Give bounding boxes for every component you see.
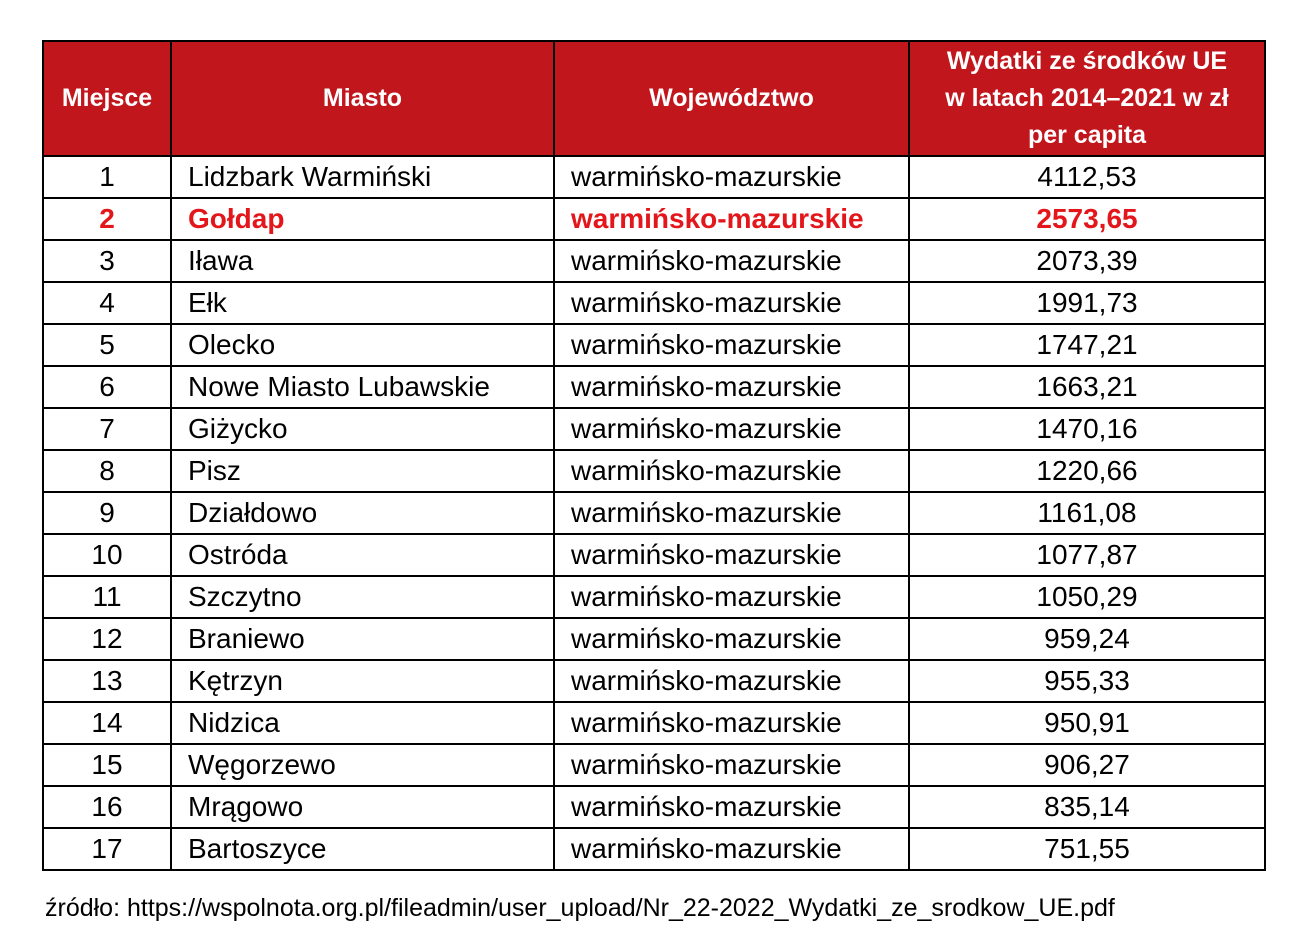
city-cell: Kętrzyn (171, 660, 554, 702)
expenditure-value-cell: 950,91 (909, 702, 1265, 744)
voivodeship-cell: warmińsko-mazurskie (554, 492, 909, 534)
table-row (43, 282, 1265, 324)
voivodeship-cell: warmińsko-mazurskie (554, 618, 909, 660)
city-cell: Gołdap (171, 198, 554, 240)
expenditure-value-cell: 835,14 (909, 786, 1265, 828)
table-header (43, 41, 1265, 156)
column-header-eu-expenditure-per-capita: Wydatki ze środków UE w latach 2014–2021 w zł per capita (909, 41, 1265, 156)
voivodeship-cell: warmińsko-mazurskie (554, 450, 909, 492)
expenditure-value-cell: 955,33 (909, 660, 1265, 702)
city-cell: Iława (171, 240, 554, 282)
table-row (43, 492, 1265, 534)
expenditure-value-cell: 4112,53 (909, 156, 1265, 198)
voivodeship-cell: warmińsko-mazurskie (554, 534, 909, 576)
city-cell: Pisz (171, 450, 554, 492)
table-row (43, 156, 1265, 198)
table-row (43, 618, 1265, 660)
expenditure-value-cell: 1747,21 (909, 324, 1265, 366)
voivodeship-cell: warmińsko-mazurskie (554, 198, 909, 240)
table-body (43, 156, 1265, 870)
header-row (43, 41, 1265, 156)
city-cell: Szczytno (171, 576, 554, 618)
rank-cell: 1 (43, 156, 171, 198)
source-note: źródło: https://wspolnota.org.pl/fileadmin/user_upload/Nr_22-2022_Wydatki_ze_srodkow_UE.pdf (45, 894, 1115, 922)
rank-cell: 6 (43, 366, 171, 408)
expenditure-value-cell: 1077,87 (909, 534, 1265, 576)
rank-cell: 9 (43, 492, 171, 534)
table-row (43, 534, 1265, 576)
city-cell: Nidzica (171, 702, 554, 744)
table-row (43, 576, 1265, 618)
voivodeship-cell: warmińsko-mazurskie (554, 240, 909, 282)
city-cell: Lidzbark Warmiński (171, 156, 554, 198)
expenditure-value-cell: 2573,65 (909, 198, 1265, 240)
rank-cell: 5 (43, 324, 171, 366)
rank-cell: 12 (43, 618, 171, 660)
table-row (43, 450, 1265, 492)
rank-cell: 17 (43, 828, 171, 870)
table-row (43, 324, 1265, 366)
column-header-city: Miasto (171, 41, 554, 156)
expenditure-value-cell: 1991,73 (909, 282, 1265, 324)
ranking-table (42, 40, 1266, 871)
table-row (43, 828, 1265, 870)
voivodeship-cell: warmińsko-mazurskie (554, 282, 909, 324)
rank-cell: 10 (43, 534, 171, 576)
table-row (43, 366, 1265, 408)
expenditure-value-cell: 959,24 (909, 618, 1265, 660)
expenditure-value-cell: 2073,39 (909, 240, 1265, 282)
city-cell: Braniewo (171, 618, 554, 660)
city-cell: Nowe Miasto Lubawskie (171, 366, 554, 408)
expenditure-value-cell: 1663,21 (909, 366, 1265, 408)
table-row (43, 660, 1265, 702)
rank-cell: 11 (43, 576, 171, 618)
table-row (43, 786, 1265, 828)
expenditure-value-cell: 1470,16 (909, 408, 1265, 450)
expenditure-value-cell: 1050,29 (909, 576, 1265, 618)
voivodeship-cell: warmińsko-mazurskie (554, 786, 909, 828)
rank-cell: 7 (43, 408, 171, 450)
rank-cell: 3 (43, 240, 171, 282)
rank-cell: 16 (43, 786, 171, 828)
column-header-voivodeship: Województwo (554, 41, 909, 156)
table-row (43, 408, 1265, 450)
city-cell: Mrągowo (171, 786, 554, 828)
column-header-rank: Miejsce (43, 41, 171, 156)
voivodeship-cell: warmińsko-mazurskie (554, 576, 909, 618)
voivodeship-cell: warmińsko-mazurskie (554, 660, 909, 702)
expenditure-value-cell: 1161,08 (909, 492, 1265, 534)
rank-cell: 4 (43, 282, 171, 324)
rank-cell: 2 (43, 198, 171, 240)
table-row (43, 198, 1265, 240)
expenditure-value-cell: 1220,66 (909, 450, 1265, 492)
rank-cell: 15 (43, 744, 171, 786)
voivodeship-cell: warmińsko-mazurskie (554, 156, 909, 198)
city-cell: Giżycko (171, 408, 554, 450)
city-cell: Działdowo (171, 492, 554, 534)
table-row (43, 702, 1265, 744)
city-cell: Węgorzewo (171, 744, 554, 786)
rank-cell: 8 (43, 450, 171, 492)
voivodeship-cell: warmińsko-mazurskie (554, 408, 909, 450)
expenditure-value-cell: 906,27 (909, 744, 1265, 786)
city-cell: Ełk (171, 282, 554, 324)
table-row (43, 744, 1265, 786)
voivodeship-cell: warmińsko-mazurskie (554, 324, 909, 366)
voivodeship-cell: warmińsko-mazurskie (554, 702, 909, 744)
city-cell: Ostróda (171, 534, 554, 576)
rank-cell: 13 (43, 660, 171, 702)
city-cell: Olecko (171, 324, 554, 366)
voivodeship-cell: warmińsko-mazurskie (554, 366, 909, 408)
rank-cell: 14 (43, 702, 171, 744)
city-cell: Bartoszyce (171, 828, 554, 870)
voivodeship-cell: warmińsko-mazurskie (554, 744, 909, 786)
expenditure-value-cell: 751,55 (909, 828, 1265, 870)
table-row (43, 240, 1265, 282)
voivodeship-cell: warmińsko-mazurskie (554, 828, 909, 870)
